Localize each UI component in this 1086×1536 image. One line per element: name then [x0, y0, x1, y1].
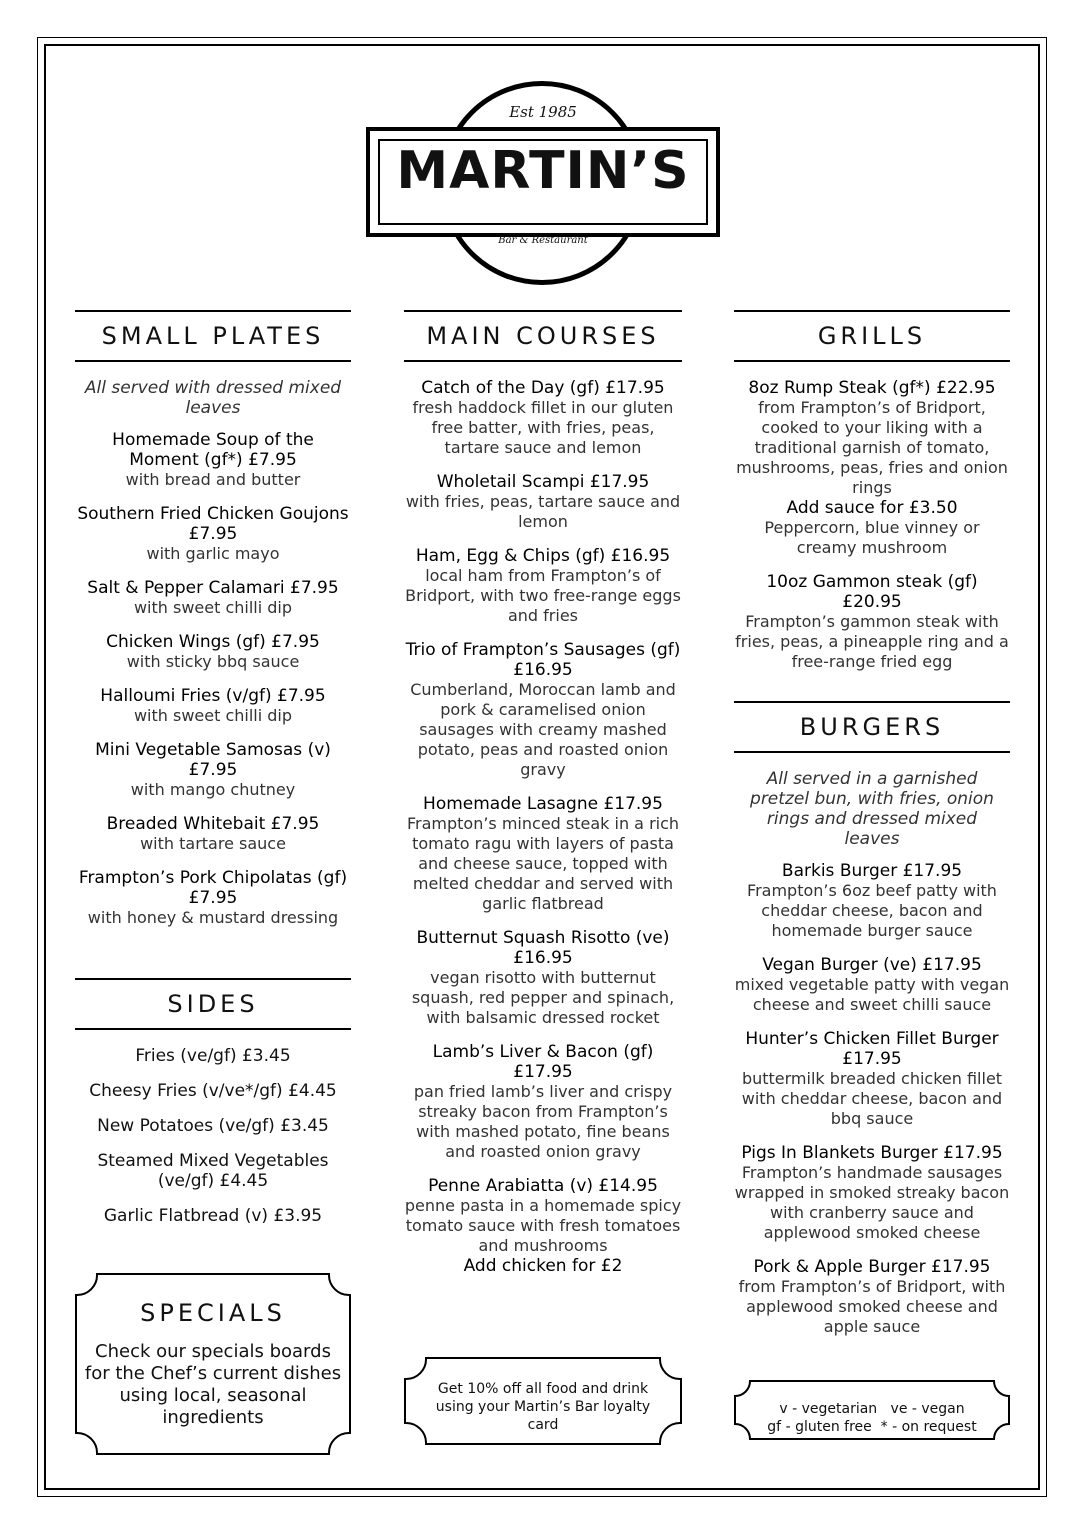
menu-item: Hunter’s Chicken Fillet Burger £17.95 buttermilk breaded chicken fillet with cheddar cheese, bacon and bbq sauce [741, 1029, 1003, 1128]
loyalty-text: Get 10% off all food and drink using your Martin’s Bar loyalty card [435, 1381, 651, 1433]
logo-established: Est 1985 [509, 103, 577, 121]
logo-name: MARTIN’S [396, 141, 690, 201]
menu-item: Vegan Burger (ve) £17.95 mixed vegetable patty with vegan cheese and sweet chilli sauce [734, 955, 1010, 1014]
side-item: New Potatoes (ve/gf) £3.45 [97, 1116, 329, 1136]
dietary-key-text: v - vegetarian ve - vegan gf - gluten free * - on request [767, 1401, 977, 1435]
grills-section [734, 310, 1010, 686]
menu-item: Pigs In Blankets Burger £17.95 Frampton’s handmade sausages wrapped in smoked streaky bacon with cranberry sauce and applewood smoked cheese [734, 1143, 1010, 1242]
menu-item: Butternut Squash Risotto (ve) £16.95 vegan risotto with butternut squash, red pepper and spinach, with balsamic dressed rocket [411, 928, 675, 1027]
side-item: Garlic Flatbread (v) £3.95 [103, 1206, 323, 1226]
logo-subtitle: Bar & Restaurant [498, 235, 588, 246]
menu-item: 10oz Gammon steak (gf) £20.95 Frampton’s gammon steak with fries, peas, a pineapple ring and a free-range fried egg [735, 572, 1009, 671]
burgers-note: All served in a garnished pretzel bun, with fries, onion rings and dressed mixed leaves [750, 769, 994, 849]
restaurant-logo [366, 81, 720, 291]
menu-item: Homemade Soup of the Moment (gf*) £7.95 with bread and butter [112, 430, 314, 489]
loyalty-box [404, 1357, 682, 1445]
menu-item: Halloumi Fries (v/gf) £7.95 with sweet chilli dip [100, 686, 326, 725]
side-item: Cheesy Fries (v/ve*/gf) £4.45 [89, 1081, 337, 1101]
menu-item: Trio of Frampton’s Sausages (gf) £16.95 Cumberland, Moroccan lamb and pork & caramelised onion sausages with creamy mashed potato, peas and roasted onion gravy [405, 640, 681, 779]
menu-item: 8oz Rump Steak (gf*) £22.95 from Frampton’s of Bridport, cooked to your liking with a traditional garnish of tomato, mushrooms, peas, fries and onion rings Add sauce for £3.50 Peppercorn, blue vinney or creamy mushroom [734, 378, 1010, 558]
side-item: Fries (ve/gf) £3.45 [135, 1046, 291, 1066]
small-plates-note: All served with dressed mixed leaves [84, 378, 342, 418]
small-plates-section [75, 310, 351, 942]
menu-item: Southern Fried Chicken Goujons £7.95 with garlic mayo [77, 504, 349, 563]
menu-item: Catch of the Day (gf) £17.95 fresh haddock fillet in our gluten free batter, with fries, peas, tartare sauce and lemon [412, 378, 674, 457]
menu-item: Homemade Lasagne £17.95 Frampton’s minced steak in a rich tomato ragu with layers of pasta and cheese sauce, topped with melted cheddar and served with garlic flatbread [406, 794, 680, 913]
menu-item: Ham, Egg & Chips (gf) £16.95 local ham from Frampton’s of Bridport, with two free-range eggs and fries [405, 546, 681, 625]
main-courses-heading: MAIN COURSES [404, 310, 682, 362]
side-item: Steamed Mixed Vegetables (ve/gf) £4.45 [97, 1151, 329, 1191]
menu-item: Lamb’s Liver & Bacon (gf) £17.95 pan fried lamb’s liver and crispy streaky bacon from Frampton’s with mashed potato, fine beans and roasted onion gravy [413, 1042, 673, 1161]
menu-item: Frampton’s Pork Chipolatas (gf) £7.95 with honey & mustard dressing [78, 868, 348, 927]
main-courses-section [404, 310, 682, 1290]
menu-item: Penne Arabiatta (v) £14.95 penne pasta in a homemade spicy tomato sauce with fresh tomatoes and mushrooms Add chicken for £2 [404, 1176, 682, 1276]
menu-item: Barkis Burger £17.95 Frampton’s 6oz beef patty with cheddar cheese, bacon and homemade burger sauce [747, 861, 997, 940]
sides-heading: SIDES [75, 978, 351, 1030]
menu-item: Salt & Pepper Calamari £7.95 with sweet chilli dip [87, 578, 339, 617]
sides-section [75, 978, 351, 1241]
burgers-heading: BURGERS [734, 701, 1010, 753]
menu-item: Breaded Whitebait £7.95 with tartare sauce [106, 814, 320, 853]
small-plates-heading: SMALL PLATES [75, 310, 351, 362]
specials-box [75, 1273, 351, 1455]
dietary-key-box [734, 1380, 1010, 1440]
specials-text: Check our specials boards for the Chef’s current dishes using local, seasonal ingredients [84, 1341, 342, 1428]
menu-item: Wholetail Scampi £17.95 with fries, peas, tartare sauce and lemon [405, 472, 681, 531]
menu-item: Chicken Wings (gf) £7.95 with sticky bbq sauce [106, 632, 320, 671]
burgers-section [734, 701, 1010, 1351]
add-on-note: Add chicken for £2 [463, 1256, 623, 1276]
specials-heading: SPECIALS [140, 1299, 286, 1327]
grills-heading: GRILLS [734, 310, 1010, 362]
menu-item: Mini Vegetable Samosas (v) £7.95 with mango chutney [95, 740, 331, 799]
menu-item: Pork & Apple Burger £17.95 from Frampton’s of Bridport, with applewood smoked cheese and apple sauce [738, 1257, 1006, 1336]
add-on-note: Add sauce for £3.50 [786, 498, 958, 518]
